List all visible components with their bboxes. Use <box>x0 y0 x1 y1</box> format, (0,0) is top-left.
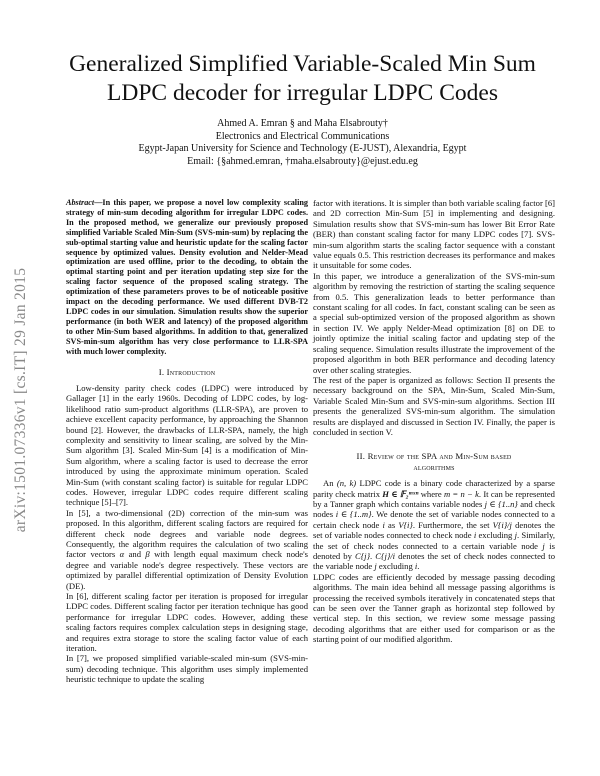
symbol-Vij: V{i}/j <box>492 519 512 530</box>
review-p1-k: . Similarly, the set of check nodes connected to a certain variable node <box>313 530 556 551</box>
symbol-nk: (n, k) <box>336 478 357 489</box>
review-p1-o: excluding <box>376 561 415 572</box>
symbol-beta: β <box>145 549 150 560</box>
abstract-label: Abstract <box>66 198 95 207</box>
symbol-i: i <box>382 519 385 530</box>
symbol-i-set: i ∈ {1..m} <box>335 509 372 520</box>
symbol-j: j <box>514 530 518 541</box>
review-p1-g: as <box>384 519 399 530</box>
right-paragraph-1: factor with iterations. It is simpler than both variable scaling factor [6] and 2D correction Min-Sum [5] in implementing and designing. Simulation results show that SVS-min-sum has lower Bit Error Rate (BER) than constant scaling factor for many LDPC codes [7]. SVS-min-sum algorithm starts the scaling factor sequence with a constant value equals 0.5. This restriction decreases its performance and makes it unsuitable for some codes. <box>313 198 555 271</box>
author-univ: Egypt-Japan University for Science and Technology (E-JUST), Alexandria, Egypt <box>138 143 467 154</box>
review-paragraph-1 <box>313 478 555 572</box>
left-column <box>66 198 308 685</box>
symbol-j: j <box>374 561 377 572</box>
review-p1-h: . Furthermore, the set <box>412 519 493 530</box>
symbol-j: j <box>542 540 545 551</box>
symbol-i: i <box>473 530 477 541</box>
section-2-heading-line-1: II. Review of the SPA and Min-Sum based <box>356 451 512 462</box>
review-p1-p: . <box>417 561 420 572</box>
review-p1-n: denotes the set of check nodes connected to the variable node <box>313 551 555 572</box>
section-2-heading-line-2: algorithms <box>413 461 455 472</box>
title-line-1: Generalized Simplified Variable-Scaled Min Sum <box>69 51 536 77</box>
review-p1-f: . We denote the set of variable nodes connected to a certain check node <box>313 509 555 530</box>
symbol-H: H ∈ 𝔽₂ᵐˣⁿ <box>382 488 419 499</box>
right-paragraph-2: In this paper, we introduce a generalization of the SVS-min-sum algorithm by removing the restriction of starting the scaling sequence from 0.5. This generalization leads to better performance than constant scaling for all codes. In fact, constant scaling can be seen as a special sub-optimized version of the proposed algorithm as shown in section IV. We apply Nelder-Mead optimization [8] on DE to jointly optimize the initial scaling factor and updating step of the scaling sequence. Simulation results illustrate the improvement of the proposed algorithm in both BER performance and decoding latency over other scaling strategies. <box>313 270 555 375</box>
review-p1-i: denotes the set of variable nodes connected to check node <box>313 519 555 541</box>
symbol-j-set: j ∈ {1..n} <box>484 498 518 509</box>
symbol-m: m = n − k <box>443 488 479 499</box>
author-email: Email: {§ahmed.emran, †maha.elsabrouty}@ejust.edu.eg <box>187 155 418 167</box>
section-1-heading: I. Introduction <box>158 366 216 377</box>
symbol-i: i <box>414 561 418 572</box>
intro-paragraph-3: In [6], different scaling factor per iteration is proposed for irregular LDPC codes. Different scaling factor per iteration technique has good performance for irregular LDPC codes. However, adding these scaling factors requires complex calculation steps in designing stage, and requires extra storage to store the scaling factor value of each iteration. <box>66 591 308 654</box>
symbol-Vi: V{i} <box>398 519 413 530</box>
intro-paragraph-2 <box>66 508 308 591</box>
author-names: Ahmed A. Emran § and Maha Elsabrouty† <box>217 118 388 129</box>
intro-p2-a: In [5], a two-dimensional (2D) correction of the min-sum was proposed. In this algorithm, different scaling factors are required for different check node degrees and variable node degrees. Consequently, the algorithm requires the calculation of two scaling factor vectors <box>66 507 308 560</box>
intro-p2-c: with length equal maximum check node's degree and variable node's degree respectively. These vectors are optimized by parallel differential optimization of Density Evolution (DE). <box>66 549 308 591</box>
intro-paragraph-1: Low-density parity check codes (LDPC) were introduced by Gallager [1] in the early 1960s. Decoding of LDPC codes, by log-likelihood ratio sum-product algorithms (LLR-SPA), are proven to achieve excellent capacity performance, by approaching the Shannon bound [2]. However, the drawbacks of LLR-SPA, namely, the high complexity and sensitivity to linear scaling, are solved by the Min-Sum algorithm [3]. Scaled Min-Sum [4] is a modification of Min-Sum algorithm, where a scaling factor is used to decrease the error introduced by using the approximate minimum operation. Scaled Min-Sum (with constant scaling factor) is suitable for regular LDPC codes. However, irregular LDPC codes require different scaling technique [5]–[7]. <box>66 382 308 508</box>
intro-p2-b: and <box>124 549 146 560</box>
review-p1-j: excluding <box>476 530 515 541</box>
right-paragraph-3: The rest of the paper is organized as follows: Section II presents the necessary background on the SPA, Min-Sum, Scaled Min-Sum, Variable Scaled Min-Sum and SVS-min-sum algorithms. Section III presents the generalized SVS-min-sum algorithm. The simulation results are displayed and discussed in Section IV. Finally, the paper is concluded in section V. <box>313 374 555 437</box>
abstract-text: —In this paper, we propose a novel low complexity scaling strategy of min-sum decoding algorithm for irregular LDPC codes. In the proposed method, we generalize our previously proposed simplified Variable Scaled Min-Sum (SVS-min-sum) by replacing the sub-optimal starting value and heuristic update for the scaling factor sequence by optimized values. Density evolution and Nelder-Mead optimization are used offline, prior to the decoding, to obtain the optimal starting point and per iteration updating step size for the scaling factor sequence of the proposed scaling strategy. The optimization of these parameters proves to be of noticeable positive impact on the decoding performance. We used different DVB-T2 LDPC codes in our simulation. Simulation results show the superior performance (in both WER and latency) of the proposed algorithm to other Min-Sum based algorithms. In addition to that, generalized SVS-min-sum algorithm has very close performance to LLR-SPA with much lower complexity. <box>66 198 308 356</box>
review-p1-d: . It can be represented by a Tanner graph which contains variable nodes <box>313 488 555 509</box>
abstract <box>66 198 308 357</box>
symbol-Cji: C{j}/i <box>375 551 396 561</box>
review-p1-e: and check nodes <box>313 498 555 520</box>
review-p1-m: . <box>370 551 376 561</box>
author-dept: Electronics and Electrical Communications <box>215 130 390 142</box>
review-p1-c: where <box>418 488 444 499</box>
section-2-heading <box>313 451 555 472</box>
author-block <box>40 118 565 168</box>
arxiv-id: arXiv:1501.07336v1 [cs.IT] 29 Jan 2015 <box>12 267 29 533</box>
review-paragraph-2: LDPC codes are efficiently decoded by message passing decoding algorithms. The main idea behind all message passing algorithms is processing the received symbols iteratively in concatenated steps that can be seen over the Tanner graph as horizontal step followed by vertical step. In this section, we review some message passing decoding algorithms that are either used for comparison or as the starting point of our modified algorithm. <box>313 571 555 645</box>
symbol-alpha: α <box>119 549 125 560</box>
symbol-Cj: C{j} <box>355 551 371 561</box>
review-p1-b: LDPC code is a binary code characterized by a sparse parity check matrix <box>313 478 556 499</box>
arxiv-sidebar <box>6 200 36 600</box>
review-p1-l: is denoted by <box>313 540 555 561</box>
title-line-2: LDPC decoder for irregular LDPC Codes <box>107 80 498 106</box>
intro-paragraph-4: In [7], we proposed simplified variable-scaled min-sum (SVS-min-sum) decoding technique. This algorithm uses simply implemented heuristic technique to update the scaling <box>66 653 308 685</box>
right-column <box>313 198 555 645</box>
review-p1-a: An <box>323 478 337 489</box>
paper-title <box>40 50 565 108</box>
